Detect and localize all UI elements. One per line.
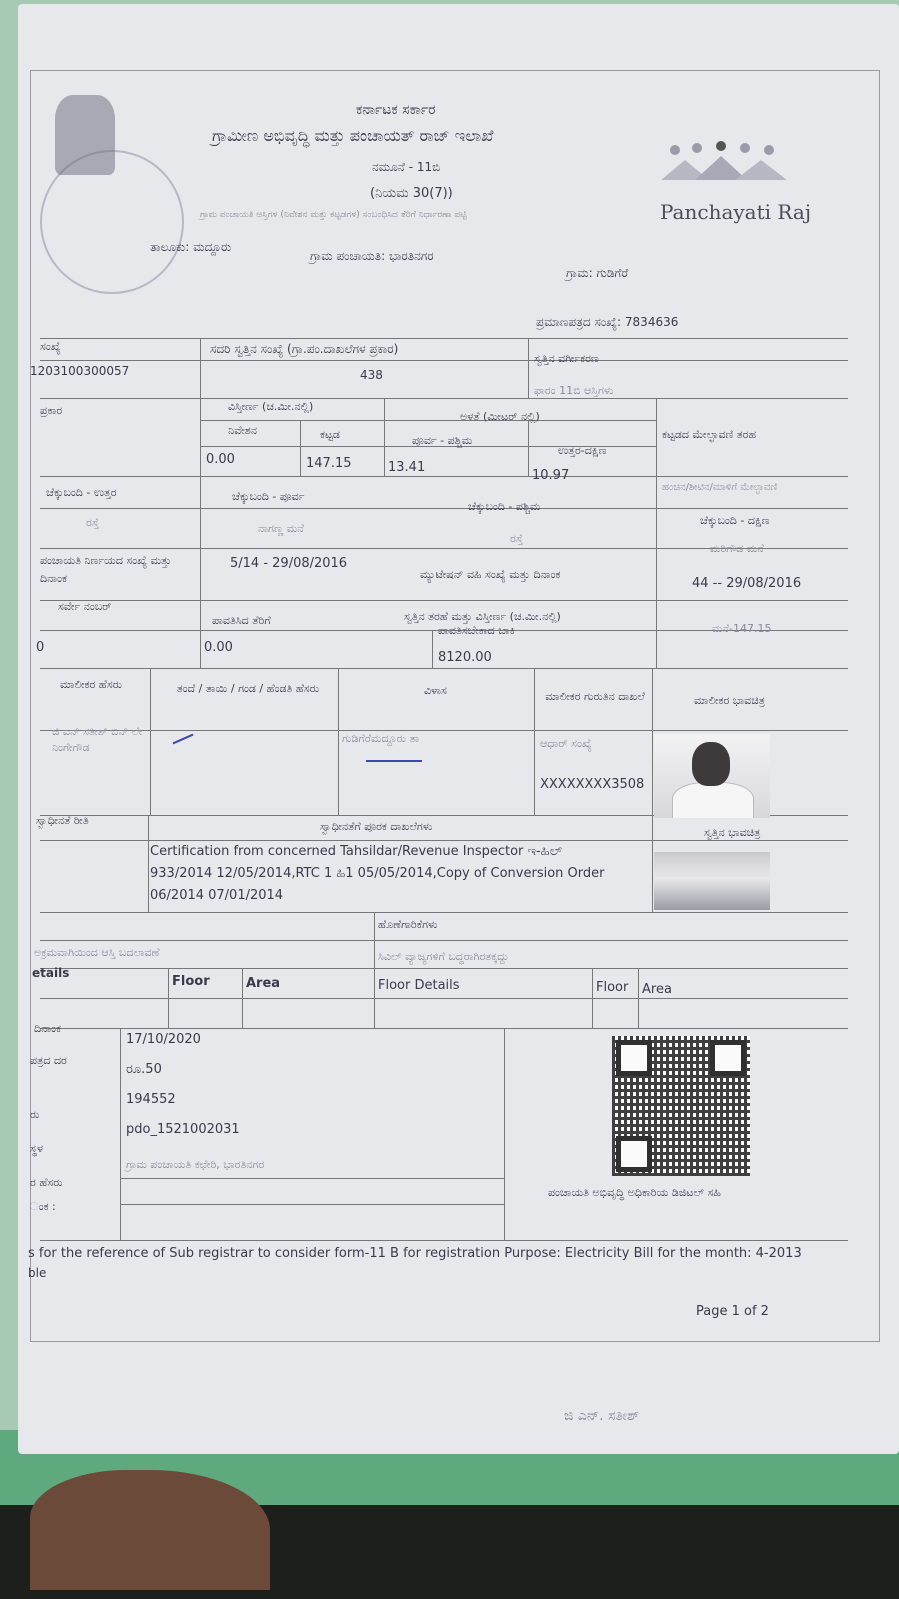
south-boundary-label: ಚೆಕ್ಕುಬಂದಿ - ದಕ್ಷಿಣ: [700, 514, 770, 527]
area-label: Area: [246, 976, 281, 991]
grid-line: [384, 398, 385, 476]
grid-line: [40, 840, 848, 841]
grid-line: [40, 1240, 848, 1241]
grid-line: [40, 1028, 848, 1029]
east-boundary-value: ನಾಗಣ್ಣ ಮನೆ: [258, 522, 304, 535]
handwritten-note: ಜಿ ಎನ್. ಸತೀಶ್: [564, 1408, 640, 1424]
grid-line: [40, 940, 848, 941]
grid-line: [120, 1028, 121, 1240]
area-label-2: Area: [642, 982, 672, 997]
grid-line: [432, 630, 433, 668]
ownership-mode-label: ಸ್ವಾಧೀನತೆ ರೀತಿ: [36, 814, 89, 827]
north-boundary-label: ಚೆಕ್ಕುಬಂದಿ - ಉತ್ತರ: [46, 486, 117, 499]
sign-label: ಂಕ :: [30, 1200, 56, 1213]
floor-details-label: Floor Details: [378, 978, 460, 993]
west-boundary-label: ಚೆಕ್ಕುಬಂದಿ - ಪಶ್ಚಿಮ: [468, 500, 541, 513]
south-boundary-value: ಮರಿಗೌಡ ಮನೆ: [710, 542, 764, 555]
form-subtitle: ಗ್ರಾಮ ಪಂಚಾಯತಿ ಆಸ್ತಿಗಳ (ನಿವೇಶನ ಮತ್ತು ಕಟ್ಟಡಗಳ) ಸಂಬಂಧಿಸಿದ ತೆರಿಗೆ ನಿರ್ಧಾರಣಾ ಪಟ್ಟಿ: [200, 210, 467, 220]
id-type: ಆಧಾರ್ ಸಂಖ್ಯೆ: [540, 737, 592, 750]
tax-paid-value: 0.00: [204, 640, 233, 655]
grid-line: [120, 1178, 504, 1179]
property-id-value: 1203100300057: [30, 364, 130, 378]
liabilities-left: ಅಕ್ರಮವಾಗಿಯಿಂದ ಆಸ್ತಿ ಬದಲಾವಣೆ: [34, 946, 160, 959]
grid-line: [528, 420, 529, 476]
owner-name: ಜಿ ಎನ್ ಸತೀಶ್ ಬಿನ್ ಲೇ ನಿಂಗೇಗೌಡ: [52, 725, 143, 754]
resolution-label: ಪಂಚಾಯತಿ ನಿರ್ಣಯದ ಸಂಖ್ಯೆ ಮತ್ತು ದಿನಾಂಕ: [40, 554, 172, 585]
grid-line: [40, 912, 848, 913]
grid-line: [40, 668, 848, 669]
digital-signature-label: ಪಂಚಾಯತಿ ಅಭಿವೃದ್ಧಿ ಅಧಿಕಾರಿಯ ಡಿಜಿಟಲ್ ಸಹಿ: [548, 1186, 721, 1199]
state-emblem-icon: [55, 95, 115, 175]
pen-mark: [366, 760, 422, 762]
id-value: XXXXXXXX3508: [540, 777, 645, 792]
east-west-label: ಪೂರ್ವ - ಪಶ್ಚಿಮ: [412, 434, 473, 447]
owner-photo: [654, 734, 770, 818]
classification-value: ಫಾರಂ 11ಬಿ ಆಸ್ತಿಗಳು: [534, 384, 614, 397]
building-value: 147.15: [306, 456, 352, 471]
department-title: ಗ್ರಾಮೀಣ ಅಭಿವೃದ್ಧಿ ಮತ್ತು ಪಂಚಾಯತ್ ರಾಜ್ ಇಲಾಖೆ: [212, 126, 494, 145]
ownership-docs-line3: 06/2014 07/01/2014: [150, 888, 284, 903]
type-label: ಪ್ರಕಾರ: [40, 404, 63, 417]
grid-line: [148, 815, 149, 912]
dimension-label: ಅಳತೆ (ಮೀಟರ್ ನಲ್ಲಿ): [460, 410, 540, 423]
id-doc-header: ಮಾಲೀಕರ ಗುರುತಿನ ದಾಖಲೆ: [545, 690, 645, 703]
rule-number: (ನಿಯಮ 30(7)): [370, 186, 453, 201]
east-west-value: 13.41: [388, 460, 426, 475]
north-south-label: ಉತ್ತರ-ದಕ್ಷಿಣ: [558, 444, 607, 457]
grid-line: [534, 668, 535, 815]
site-value: 0.00: [206, 452, 235, 467]
due-value: 8120.00: [438, 650, 492, 665]
grid-line: [40, 338, 848, 339]
owner-name-header: ಮಾಲೀಕರ ಹೆಸರು: [60, 678, 123, 691]
asset-photo: [654, 852, 770, 910]
asset-photo-label: ಸ್ವತ್ತಿನ ಭಾವಚಿತ್ರ: [704, 826, 761, 839]
office-label: ಸ್ಥಳ: [30, 1142, 43, 1155]
construction-value: ಹಂಚಿನ/ಶೀಟಿನ/ಮಾಳಿಗೆ ಮೇಲ್ಛಾವಣಿ: [662, 482, 778, 493]
grid-line: [242, 968, 243, 1028]
asset-number-value: 438: [360, 368, 383, 382]
grid-line: [40, 600, 848, 601]
govt-title: ಕರ್ನಾಟಕ ಸರ್ಕಾರ: [356, 102, 436, 118]
west-boundary-value: ರಸ್ತೆ: [510, 532, 524, 545]
form-number: ನಮೂನೆ - 11ಬಿ: [372, 160, 441, 174]
hand-holding-page: [30, 1470, 270, 1590]
building-label: ಕಟ್ಟಡ: [320, 428, 340, 441]
grid-line: [200, 420, 656, 421]
owner-address: ಗುಡಿಗೆರೆಮದ್ದೂರು ತಾ: [342, 732, 420, 745]
north-south-value: 10.97: [532, 468, 570, 483]
construction-label: ಕಟ್ಟಡದ ಮೇಲ್ಛಾವಣಿ ತರಹ: [662, 428, 757, 441]
liabilities-title: ಹೊಣೆಗಾರಿಕೆಗಳು: [378, 918, 438, 931]
qr-code-icon: [612, 1036, 750, 1176]
issuer-label: ರು: [30, 1108, 40, 1121]
resolution-value: 5/14 - 29/08/2016: [230, 556, 348, 571]
floor-label: Floor: [172, 974, 210, 989]
grid-line: [374, 912, 375, 1028]
office-value: ಗ್ರಾಮ ಪಂಚಾಯತಿ ಕಛೇರಿ, ಭಾರತಿನಗರ: [126, 1158, 265, 1171]
name-label: ರ ಹೆಸರು: [30, 1176, 63, 1189]
fee-value: ರೂ.50: [126, 1062, 162, 1077]
survey-value: 0: [36, 640, 45, 655]
grid-line: [656, 398, 657, 668]
date-label: ದಿನಾಂಕ: [34, 1022, 61, 1035]
asset-number-label: ಸದರಿ ಸ್ವತ್ತಿನ ಸಂಖ್ಯೆ (ಗ್ರಾ.ಪಂ.ದಾಖಲೆಗಳ ಪ್ರಕಾರ): [210, 342, 399, 356]
panchayati-raj-logo-icon: [655, 140, 805, 195]
ownership-docs-line1: Certification from concerned Tahsildar/Revenue Inspector ಇ-ಹಿಲ್: [150, 844, 563, 859]
asset-type-value: ಮನೆ-147.15: [712, 622, 772, 635]
relation-header: ತಂದೆ / ತಾಯಿ / ಗಂಡ / ಹೆಂಡತಿ ಹೆಸರು: [176, 682, 320, 695]
classification-label: ಸ್ವತ್ತಿನ ವರ್ಗೀಕರಣ: [534, 352, 599, 365]
grid-line: [150, 668, 151, 815]
grid-line: [592, 968, 593, 1028]
address-header: ವಿಳಾಸ: [424, 684, 447, 697]
fee-label: ಪತ್ರದ ದರ: [30, 1054, 67, 1067]
east-boundary-label: ಚೆಕ್ಕುಬಂದಿ - ಪೂರ್ವ: [232, 490, 305, 503]
grid-line: [638, 968, 639, 1028]
grid-line: [168, 968, 169, 1028]
mutation-label: ಮ್ಯುಟೇಷನ್ ವಹಿ ಸಂಖ್ಯೆ ಮತ್ತು ದಿನಾಂಕ: [420, 568, 561, 581]
property-id-label: ಸಂಖ್ಯೆ: [40, 340, 61, 353]
grid-line: [40, 730, 848, 731]
grid-line: [40, 508, 848, 509]
grid-line: [200, 338, 201, 668]
logo-text: Panchayati Raj: [660, 200, 812, 224]
grid-line: [40, 398, 848, 399]
floor-label-2: Floor: [596, 980, 629, 995]
village: ಗ್ರಾಮ: ಗುಡಿಗೆರೆ: [566, 266, 629, 280]
details-label: etails: [32, 966, 70, 980]
grid-line: [40, 476, 848, 477]
grid-line: [338, 668, 339, 815]
grid-line: [40, 998, 848, 999]
reference-note: s for the reference of Sub registrar to consider form-11 B for registration Purpose: Electricity Bill for the month: 4-2013: [28, 1246, 802, 1261]
grid-line: [40, 360, 848, 361]
mutation-value: 44 -- 29/08/2016: [692, 576, 802, 591]
due-label: ಪಾವತಿಸಬೇಕಾದ ಬಾಕಿ: [438, 624, 515, 637]
ownership-docs-line2: 933/2014 12/05/2014,RTC 1 ಹಿ1 05/05/2014,Copy of Conversion Order: [150, 866, 605, 881]
grid-line: [504, 1028, 505, 1240]
page-number: Page 1 of 2: [696, 1304, 769, 1319]
grid-line: [528, 338, 529, 398]
grid-line: [120, 1204, 504, 1205]
ownership-docs-label: ಸ್ವಾಧೀನತೆಗೆ ಪೂರಕ ದಾಖಲೆಗಳು: [320, 820, 433, 833]
certificate-number: ಪ್ರಮಾಣಪತ್ರದ ಸಂಖ್ಯೆ: 7834636: [536, 315, 679, 329]
north-boundary-value: ರಸ್ತೆ: [86, 516, 100, 529]
receipt-value: 194552: [126, 1092, 176, 1107]
tax-paid-label: ಪಾವತಿಸಿದ ತೆರಿಗೆ: [212, 614, 271, 627]
date-value: 17/10/2020: [126, 1032, 201, 1047]
grid-line: [652, 668, 653, 912]
issuer-value: pdo_1521002031: [126, 1122, 240, 1137]
grid-line: [300, 420, 301, 476]
gram-panchayat: ಗ್ರಾಮ ಪಂಚಾಯತಿ: ಭಾರತಿನಗರ: [310, 249, 434, 263]
taluk: ತಾಲೂಕು: ಮದ್ದೂರು: [150, 240, 232, 254]
site-label: ನಿವೇಶನ: [228, 424, 257, 437]
reference-note-2: ble: [28, 1266, 47, 1280]
area-label: ವಿಸ್ತೀರ್ಣ (ಚ.ಮೀ.ನಲ್ಲಿ): [228, 400, 314, 413]
liabilities-right: ಸಿವಿಲ್ ವ್ಯಾಜ್ಯಗಳಿಗೆ ಬದ್ಧರಾಗಿರತಕ್ಕದ್ದು: [378, 950, 509, 963]
asset-type-label: ಸ್ವತ್ತಿನ ತರಹೆ ಮತ್ತು ವಿಸ್ತೀರ್ಣ (ಚ.ಮೀ.ನಲ್ಲಿ): [404, 610, 561, 623]
grid-line: [40, 968, 848, 969]
owner-photo-header: ಮಾಲೀಕರ ಭಾವಚಿತ್ರ: [694, 694, 765, 707]
survey-label: ಸರ್ವೇ ನಂಬರ್: [58, 600, 112, 613]
